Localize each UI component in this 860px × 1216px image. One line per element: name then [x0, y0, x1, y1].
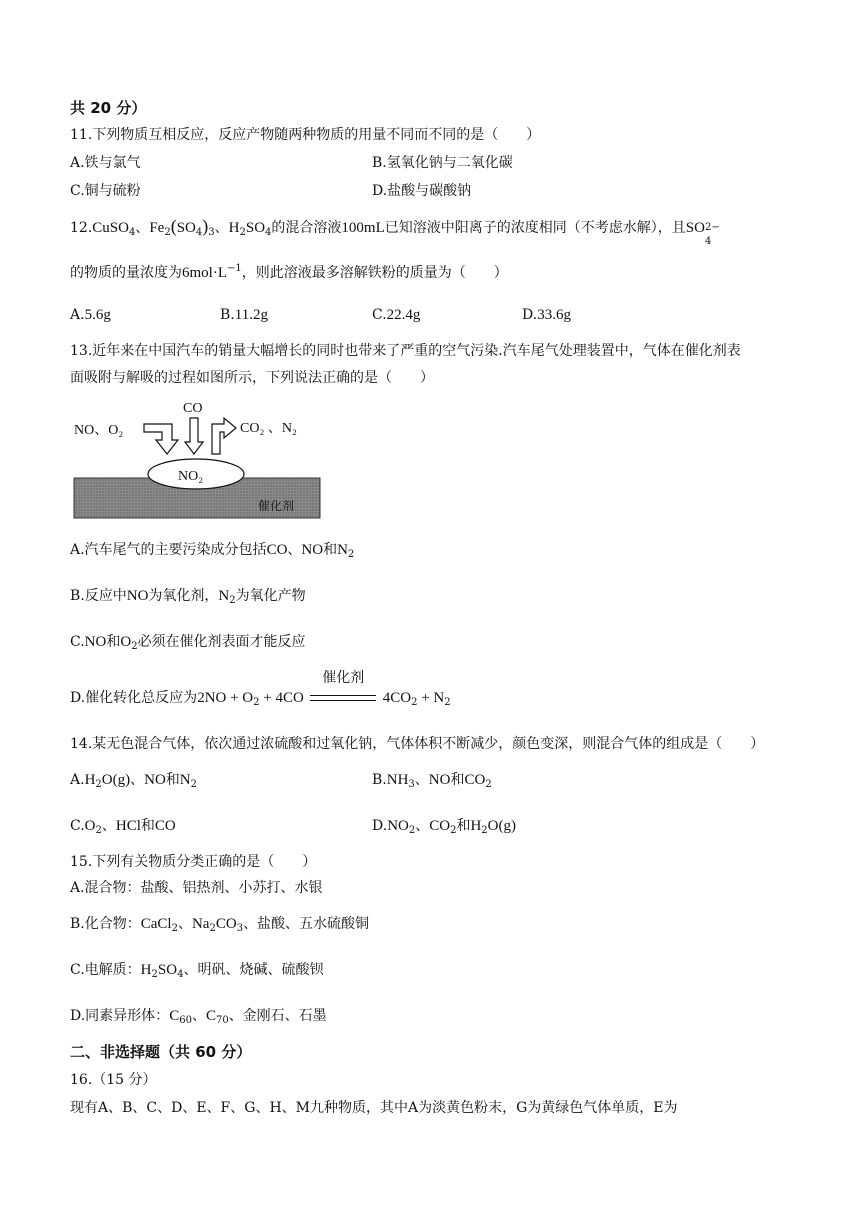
q12-option-b: B.11.2g	[220, 307, 268, 323]
q14-option-d: $D.NO_2$、$CO_2$和$H_2O(g)$	[372, 818, 516, 836]
inflow-label: NO、O₂	[74, 423, 124, 438]
section-2-title: 二、非选择题（共 60 分）	[70, 1043, 252, 1061]
q12-stem-line1: 12.CuSO$_4$、$Fe_2(SO_4)_3$、$H_2SO_4$的混合溶液100mL已知溶液中阳离子的浓度相同（不考虑水解），且SO 2− 4	[70, 216, 720, 247]
q11-stem: 11.下列物质互相反应，反应产物随两种物质的用量不同而不同的是（ ）	[70, 127, 541, 143]
outflow-label: CO₂ 、N₂	[240, 421, 297, 436]
co-label: CO	[183, 401, 203, 416]
catalyst-diagram	[72, 392, 322, 520]
q15-option-a: A.混合物：盐酸、铝热剂、小苏打、水银	[70, 880, 323, 896]
q15-option-c: C.电解质：$H_2SO_4$、明矾、烧碱、硫酸钡	[70, 962, 324, 980]
q12-option-d: D.33.6g	[522, 307, 571, 323]
q16-text: 现有A、B、C、D、E、F、G、H、M九种物质，其中A为淡黄色粉末，G为黄绿色气体单质，E为	[70, 1100, 678, 1116]
q14-option-a: $A.H_2O(g)$、NO和$N_2$	[70, 772, 197, 790]
q11-option-b: B.氢氧化钠与二氧化碳	[372, 155, 513, 171]
q13-stem-line2: 面吸附与解吸的过程如图所示，下列说法正确的是（ ）	[70, 370, 434, 386]
q13-option-d: D.催化转化总反应为$2NO + O_2 + 4CO$ 催化剂 $4CO_2 + N_2$	[70, 670, 451, 708]
q12-option-c: C.22.4g	[372, 307, 421, 323]
q13-stem-line1: 13.近年来在中国汽车的销量大幅增长的同时也带来了严重的空气污染.汽车尾气处理装置中，气体在催化剂表	[70, 343, 741, 359]
section-header-tail: 共 20 分）	[70, 99, 147, 117]
q11-option-a: A.铁与氯气	[70, 155, 141, 171]
co-arrow-icon	[185, 418, 203, 454]
q14-option-b: $B.NH_3$、NO和$CO_2$	[372, 772, 492, 790]
q13-option-a: A.汽车尾气的主要污染成分包括CO、NO和$N_2$	[70, 542, 355, 560]
q13-option-c: C.NO和$O_2$必须在催化剂表面才能反应	[70, 634, 306, 652]
center-label: NO₂	[178, 469, 204, 484]
q11-option-c: C.铜与硫粉	[70, 183, 141, 199]
q11-option-d: D.盐酸与碳酸钠	[372, 183, 472, 199]
q14-option-c: $C.O_2$、HCl和CO	[70, 818, 176, 836]
q15-stem: 15.下列有关物质分类正确的是（ ）	[70, 854, 317, 870]
q15-option-b: B.化合物：CaCl$_2$、$Na_2CO_3$、盐酸、五水硫酸铜	[70, 916, 370, 934]
catalyst-condition: 催化剂	[308, 688, 378, 708]
q13-option-b: B.反应中NO为氧化剂，$N_2$为氧化产物	[70, 588, 306, 606]
q15-option-d: D.同素异形体：$C_{60}$、$C_{70}$、金刚石、石墨	[70, 1008, 327, 1026]
q12-stem-line2: 的物质的量浓度为$6mol\cdot L^{-1}$，则此溶液最多溶解铁粉的质量为（ ）	[70, 263, 508, 281]
q14-stem: 14.某无色混合气体，依次通过浓硫酸和过氧化钠，气体体积不断减少，颜色变深，则混合气体的组成是（ ）	[70, 736, 765, 752]
q12-option-a: A.5.6g	[70, 307, 111, 323]
inflow-arrow-icon	[144, 424, 178, 454]
outflow-arrow-icon	[212, 418, 236, 454]
q16-header: 16.（15 分）	[70, 1072, 157, 1088]
catalyst-label: 催化剂	[258, 499, 295, 513]
